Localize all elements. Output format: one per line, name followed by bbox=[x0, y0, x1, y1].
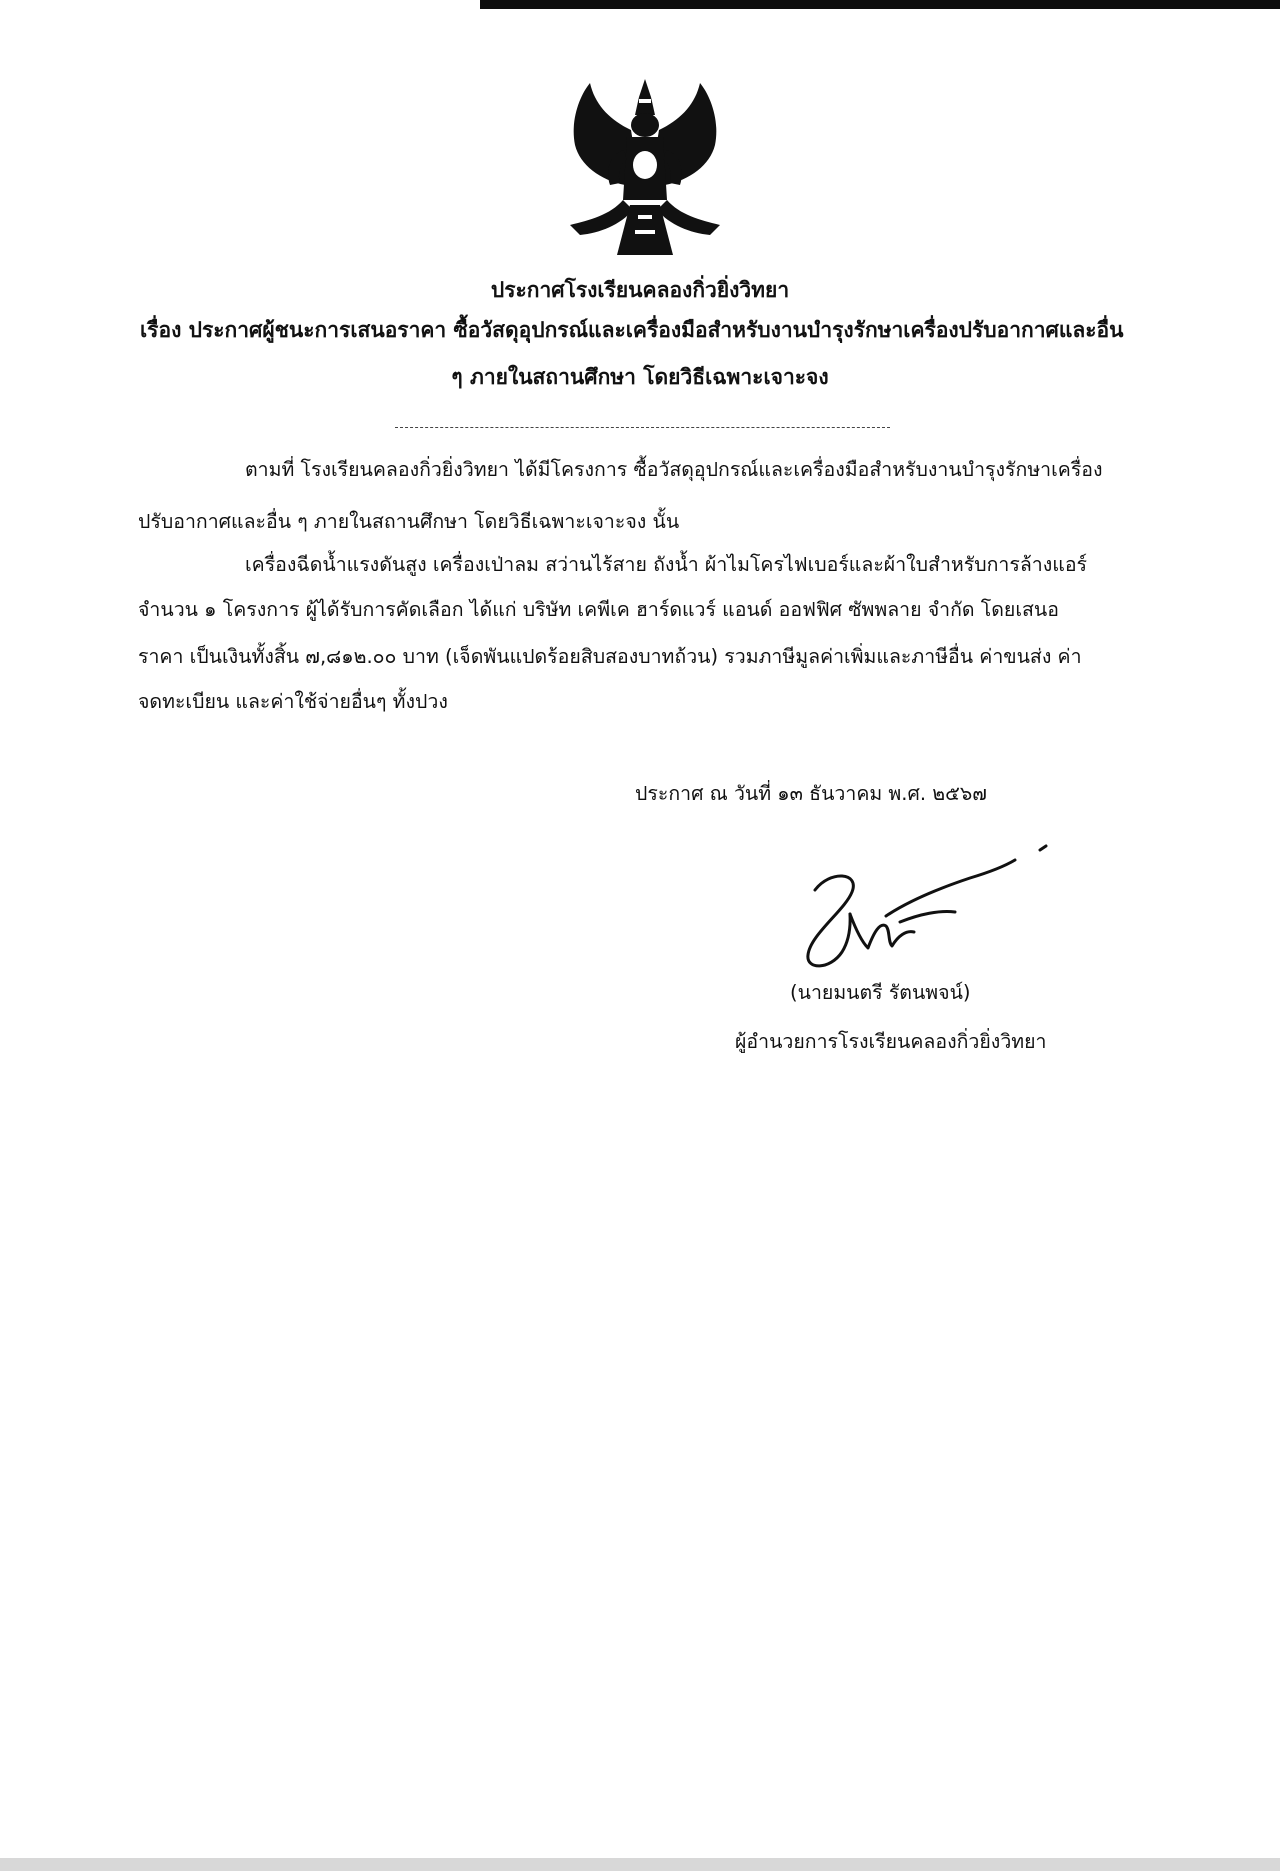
signer-title: ผู้อำนวยการโรงเรียนคลองกิ่วยิ่งวิทยา bbox=[735, 1030, 1047, 1053]
paragraph-1-line-1: ตามที่ โรงเรียนคลองกิ่วยิ่งวิทยา ได้มีโครงการ ซื้อวัสดุอุปกรณ์และเครื่องมือสำหรับงานบำรุงรักษาเครื่อง bbox=[245, 458, 1103, 481]
handwritten-signature bbox=[790, 830, 1070, 980]
signer-name: (นายมนตรี รัตนพจน์) bbox=[790, 981, 971, 1004]
paragraph-2-line-4: จดทะเบียน และค่าใช้จ่ายอื่นๆ ทั้งปวง bbox=[138, 690, 448, 713]
title-divider bbox=[395, 427, 890, 428]
paragraph-1-line-2: ปรับอากาศและอื่น ๆ ภายในสถานศึกษา โดยวิธีเฉพาะเจาะจง นั้น bbox=[138, 510, 680, 533]
subject-line-1: เรื่อง ประกาศผู้ชนะการเสนอราคา ซื้อวัสดุอุปกรณ์และเครื่องมือสำหรับงานบำรุงรักษาเครื่องปรับอากาศและอื่น bbox=[140, 318, 1124, 342]
scan-bottom-edge bbox=[0, 1858, 1280, 1871]
paragraph-2-line-1: เครื่องฉีดน้ำแรงดันสูง เครื่องเป่าลม สว่านไร้สาย ถังน้ำ ผ้าไมโครไฟเบอร์และผ้าใบสำหรับการล้างแอร์ bbox=[245, 553, 1088, 576]
subject-line-2: ๆ ภายในสถานศึกษา โดยวิธีเฉพาะเจาะจง bbox=[451, 365, 829, 389]
announcement-date: ประกาศ ณ วันที่ ๑๓ ธันวาคม พ.ศ. ๒๕๖๗ bbox=[635, 782, 987, 805]
paragraph-2-line-3: ราคา เป็นเงินทั้งสิ้น ๗,๘๑๒.๐๐ บาท (เจ็ดพันแปดร้อยสิบสองบาทถ้วน) รวมภาษีมูลค่าเพิ่มและภาษีอื่น ค่าขนส่ง ค่า bbox=[138, 645, 1082, 668]
paragraph-2-line-2: จำนวน ๑ โครงการ ผู้ได้รับการคัดเลือก ได้แก่ บริษัท เคพีเค ฮาร์ดแวร์ แอนด์ ออฟฟิศ ซัพพลาย จำกัด โดยเสนอ bbox=[138, 598, 1059, 621]
scan-top-edge bbox=[480, 0, 1280, 9]
document-title: ประกาศโรงเรียนคลองกิ่วยิ่งวิทยา bbox=[490, 278, 790, 302]
garuda-emblem-icon bbox=[555, 75, 735, 260]
